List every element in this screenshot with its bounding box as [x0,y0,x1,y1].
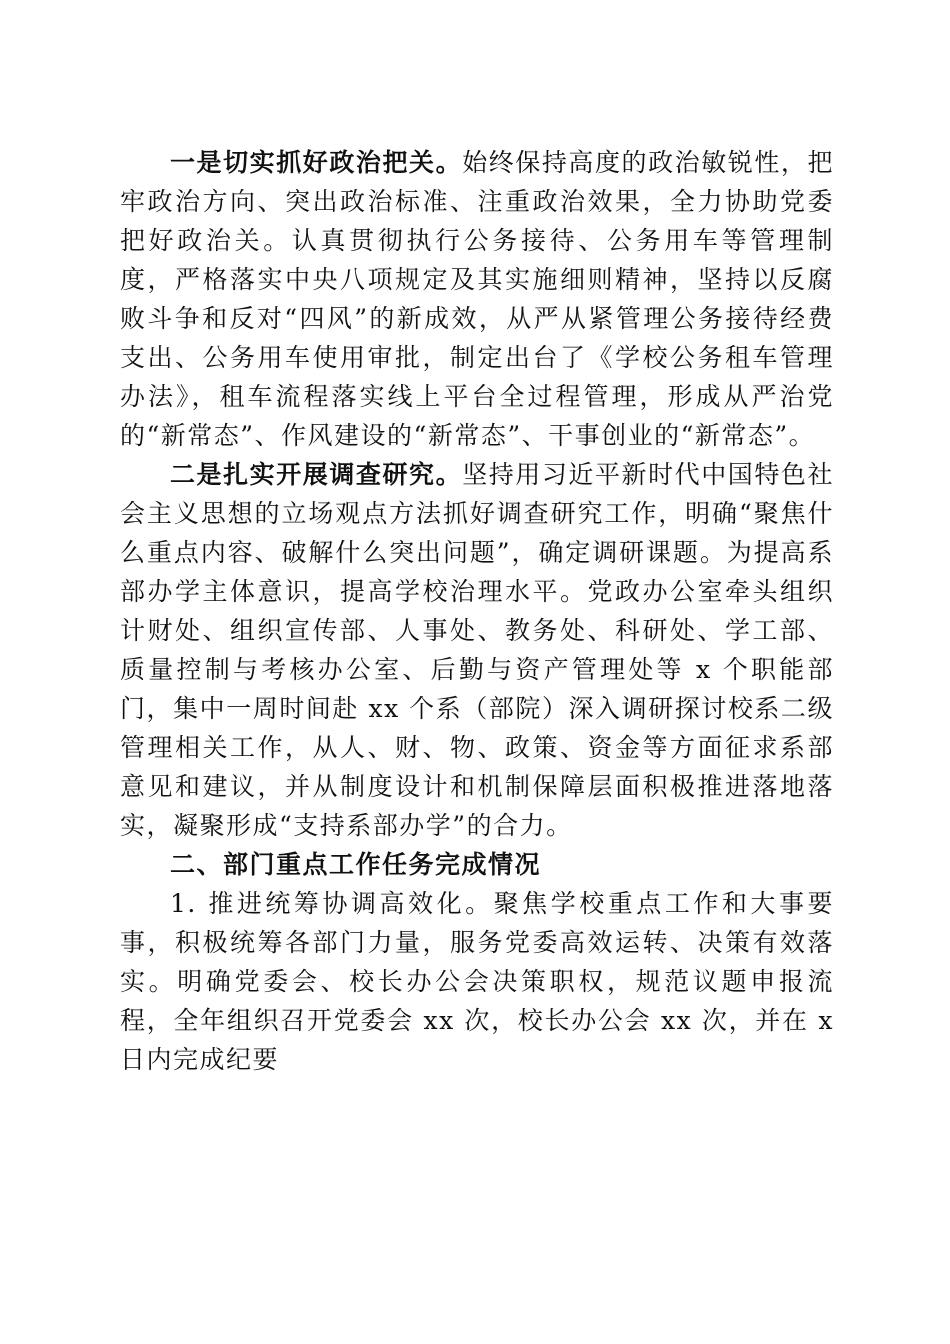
paragraph-lead: 一是切实抓好政治把关。 [170,148,463,177]
paragraph-item-1: 1. 推进统筹协调高效化。聚焦学校重点工作和大事要事，积极统筹各部门力量，服务党委高效运转、决策有效落实。明确党委会、校长办公会决策职权，规范议题申报流程，全年组织召开党委会 xx 次，校长办公会 xx 次，并在 x 日内完成纪要 [120,889,834,1074]
paragraph-text: 始终保持高度的政治敏锐性，把牢政治方向、突出政治标准、注重政治效果，全力协助党委把好政治关。认真贯彻执行公务接待、公务用车等管理制度，严格落实中央八项规定及其实施细则精神，坚持以反腐败斗争和反对“四风”的新成效，从严从紧管理公务接待经费支出、公务用车使用审批，制定出台了《学校公务租车管理办法》，租车流程落实线上平台全过程管理，形成从严治党的“新常态”、作风建设的“新常态”、干事创业的“新常态”。 [120,148,834,450]
paragraph-political-check [120,143,834,455]
paragraph-research [120,455,834,845]
section-heading: 二、部门重点工作任务完成情况 [170,850,542,879]
paragraph-lead: 二是扎实开展调查研究。 [170,460,463,489]
paragraph-text: 坚持用习近平新时代中国特色社会主义思想的立场观点方法抓好调查研究工作，明确“聚焦什么重点内容、破解什么突出问题”，确定调研课题。为提高系部办学主体意识，提高学校治理水平。党政办公室牵头组织计财处、组织宣传部、人事处、教务处、科研处、学工部、质量控制与考核办公室、后勤与资产管理处等 x 个职能部门，集中一周时间赴 xx 个系（部院）深入调研探讨校系二级管理相关工作，从人、财、物、政策、资金等方面征求系部意见和建议，并从制度设计和机制保障层面积极推进落地落实，凝聚形成“支持系部办学”的合力。 [120,460,834,840]
document-body [120,143,834,1079]
